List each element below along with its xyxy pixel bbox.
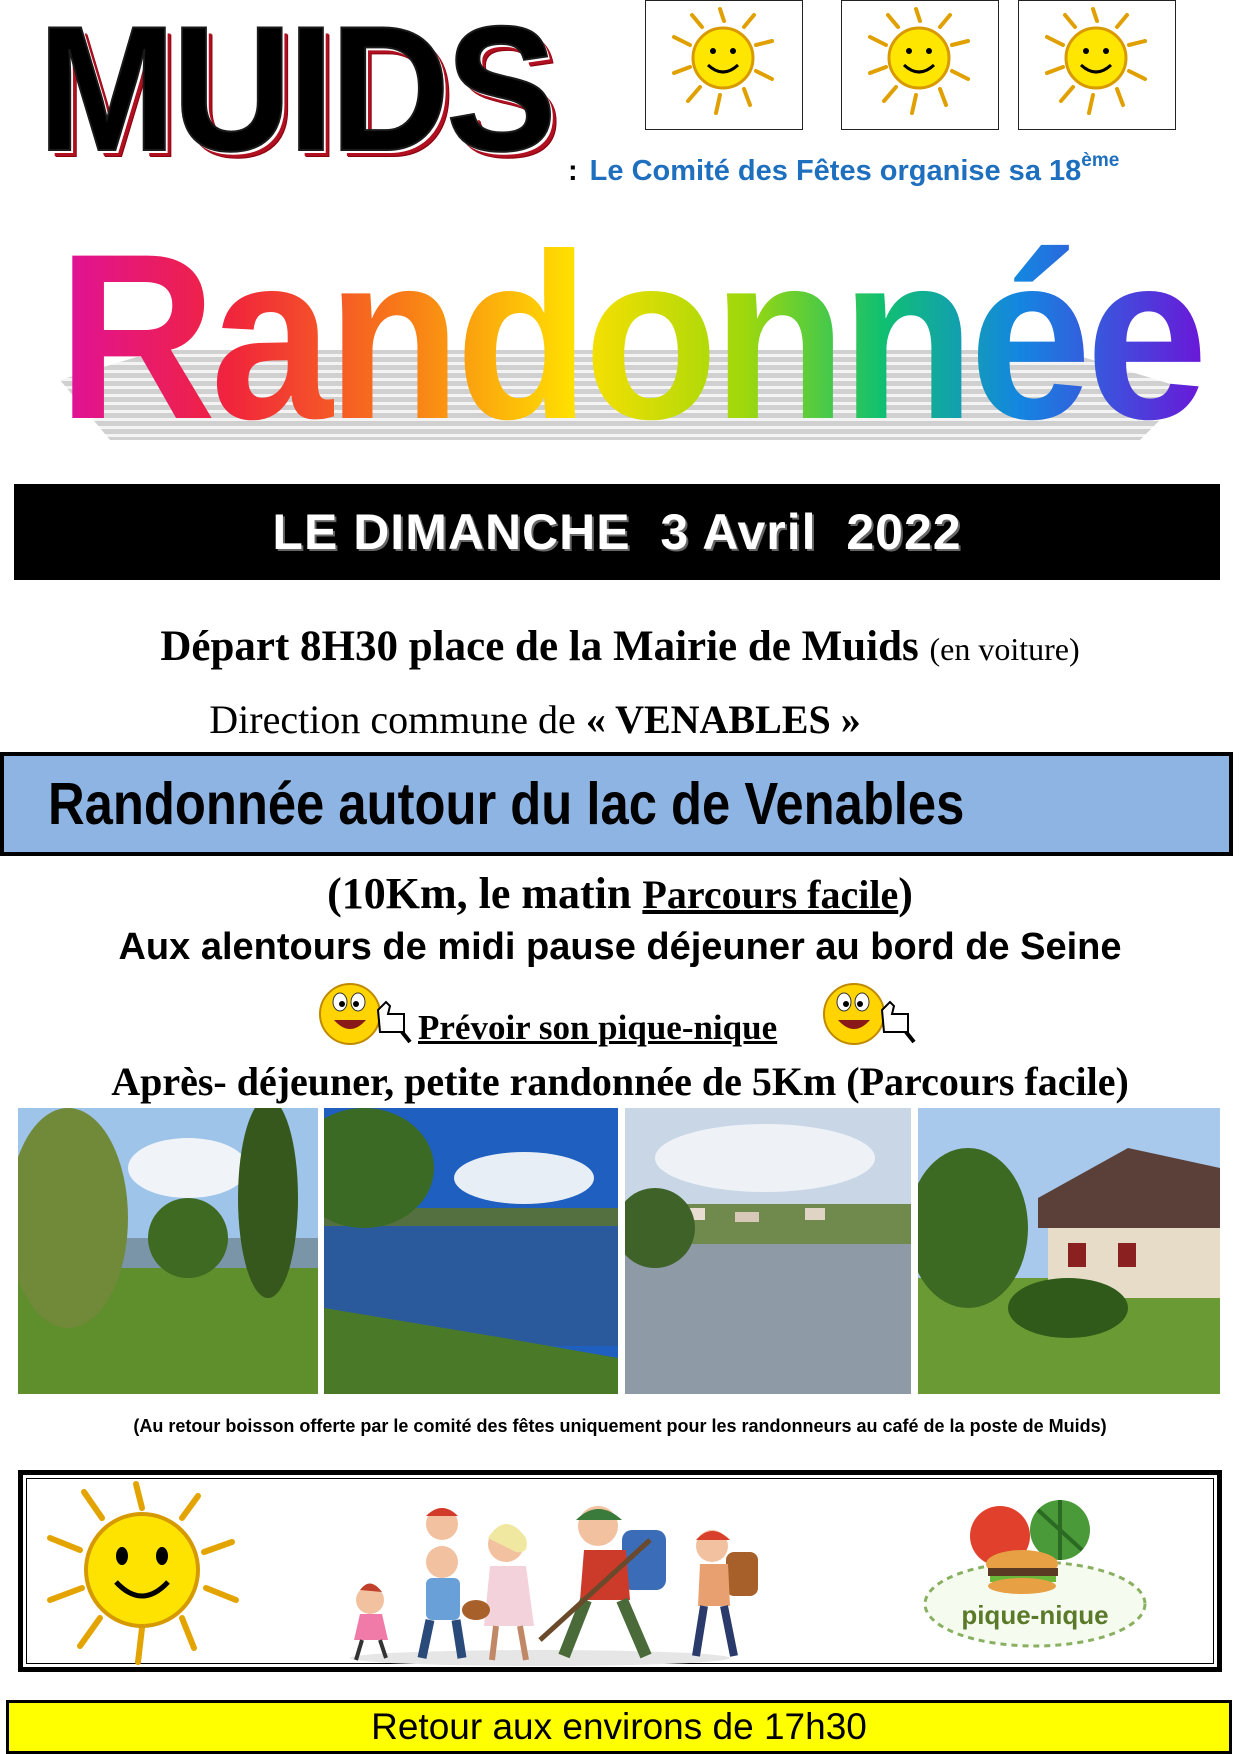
subtitle-sup: ème (1081, 150, 1120, 171)
hikers-illustration (330, 1480, 820, 1670)
direction-line (0, 696, 1070, 743)
return-note: (Au retour boisson offerte par le comité des fêtes uniquement pour les randonneurs au café de la poste de Muids) (133, 1416, 1107, 1436)
departure-line (0, 622, 1240, 671)
town-title: MUIDS (38, 0, 553, 188)
return-time-banner (6, 1700, 1232, 1754)
event-title-wordart (40, 190, 1210, 470)
lake-photo-village (625, 1108, 911, 1394)
event-title: Randonnée (57, 205, 1203, 469)
subtitle-text: Le Comité des Fêtes organise sa 18 (589, 155, 1082, 187)
lunch-line: Aux alentours de midi pause déjeuner au bord de Seine (118, 926, 1122, 968)
sun-icon (645, 0, 803, 130)
lake-photo-willow (18, 1108, 318, 1394)
smiley-thumbs-up-icon (316, 972, 412, 1052)
return-time-text: Retour aux environs de 17h30 (371, 1706, 867, 1747)
sun-icon (1018, 0, 1176, 130)
picnic-logo-icon (910, 1484, 1160, 1660)
direction-place: « VENABLES » (585, 697, 861, 742)
house-photo (918, 1108, 1220, 1394)
date-banner (14, 484, 1220, 580)
departure-main: Départ 8H30 place de la Mairie de Muids (160, 623, 919, 670)
lake-photo-shore (324, 1108, 618, 1394)
subtitle (568, 150, 1119, 188)
date-text: LE DIMANCHE 3 Avril 2022 (272, 504, 962, 560)
km-course: Parcours facile (642, 872, 899, 917)
sun-icon (22, 1478, 262, 1668)
sun-icon (841, 0, 999, 130)
morning-hike-line (0, 868, 1240, 919)
direction-prefix: Direction commune de (209, 697, 586, 742)
subtitle-colon: : (568, 155, 578, 187)
lac-banner-text: Randonnée autour du lac de Venables (48, 771, 965, 837)
departure-note: (en voiture) (929, 631, 1080, 667)
km-prefix: (10Km, le matin (327, 869, 643, 918)
picnic-logo-label: pique-nique (961, 1600, 1109, 1630)
afternoon-line: Après- déjeuner, petite randonnée de 5Km (Parcours facile) (111, 1059, 1129, 1104)
km-suffix: ) (898, 869, 913, 918)
picnic-reminder: Prévoir son pique-nique (418, 1008, 778, 1047)
smiley-thumbs-up-icon (820, 972, 916, 1052)
